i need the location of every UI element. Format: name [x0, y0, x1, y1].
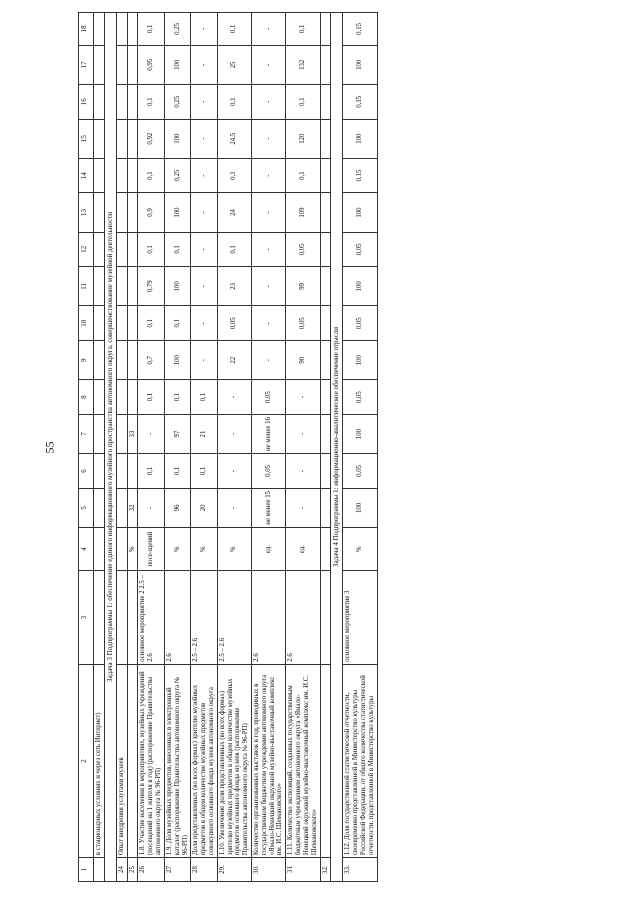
cell-value: 0,7	[138, 341, 164, 380]
header-cell: 13	[79, 193, 94, 232]
table-body-tail	[320, 13, 377, 882]
header-cell: 15	[79, 119, 94, 158]
task3-title: Задача 3 Подпрограммы 1: обеспечение единого информационного музейного пространства автономного округа, совершенствование музейной деятельности	[104, 13, 116, 882]
cell-value: -	[138, 488, 164, 527]
cell-value: 120	[286, 119, 320, 158]
cell-value: 0,1	[217, 13, 251, 46]
cell-value: 100	[164, 267, 190, 306]
cell-value: 21	[191, 414, 217, 453]
table-row	[164, 13, 190, 882]
cell-value: 0,1	[138, 158, 164, 193]
header-cell: 14	[79, 158, 94, 193]
cell-value: 23	[217, 267, 251, 306]
cell-name: 1.10. Увеличение доли представленных (во всех формах) зрителю музейных предметов в общем количестве музейных предметов основного фонда музеев (распоряжение Правительства автономного округа № 96-РП)	[217, 664, 251, 857]
cell-value: 0,1	[164, 306, 190, 341]
cell-indicator: 2.5 – 2.6	[217, 571, 251, 664]
row-32	[320, 13, 331, 882]
table-body	[79, 13, 138, 882]
header-cell: 2	[79, 664, 94, 857]
header-cell: 7	[79, 414, 94, 453]
table-row	[252, 13, 286, 882]
cell-value: 0,1	[138, 13, 164, 46]
cell-value: -	[252, 306, 286, 341]
cell-name: в стационарных условиях и через сеть Интернет)	[94, 664, 105, 857]
cell-num: 30.	[252, 858, 286, 882]
cell-value: 0,1	[217, 84, 251, 119]
cell-value: 100	[164, 119, 190, 158]
header-cell: 1	[79, 858, 94, 882]
cell-num: 28	[191, 858, 217, 882]
cell-name: 1.12. Доля государственной статистической отчетности, своевременно представленной в Министерство культуры Российской Федерации, от общего количества статистической отчетности, представленной в Министерство культуры	[343, 664, 377, 857]
cell-value: 0,79	[138, 267, 164, 306]
cell-value: -	[217, 380, 251, 415]
cell-value: 0,1	[286, 84, 320, 119]
cell-num: 26	[138, 858, 164, 882]
cell-value: 0,05	[343, 454, 377, 489]
cell-name: Опыт внедрения услугами музеев	[116, 664, 127, 857]
cell-value: -	[286, 454, 320, 489]
cell-value: 24	[217, 193, 251, 232]
page-number: 55	[42, 441, 57, 454]
header-cell: 4	[79, 527, 94, 570]
header-cell: 8	[79, 380, 94, 415]
cell-value: 0,05	[217, 306, 251, 341]
cell-value: -	[286, 414, 320, 453]
cell-value: 25	[217, 45, 251, 84]
cell-value: 0,05	[343, 306, 377, 341]
cell-value: 0,25	[164, 13, 190, 46]
cell-value: -	[191, 306, 217, 341]
cell-value: 99	[286, 267, 320, 306]
rotated-table-container	[78, 12, 614, 882]
cell-value: 32	[127, 488, 138, 527]
indicator-table	[78, 12, 378, 882]
task4-title: Задача 4 Подпрограммы 1: информационно-аналитическое обеспечение отрасли	[331, 13, 343, 882]
cell-value: -	[252, 119, 286, 158]
table-row	[286, 13, 320, 882]
cell-name: Доля представленных (во всех формах) зрителю музейных предметов в общем количестве музейных предметов совокупного основного фонда музеев автономного округа	[191, 664, 217, 857]
cell-num: 32.	[320, 858, 331, 882]
cell-value: -	[252, 158, 286, 193]
cell-value: -	[252, 267, 286, 306]
cell-value: -	[217, 488, 251, 527]
cell-unit: %	[127, 527, 138, 570]
cell-value: 100	[343, 45, 377, 84]
cell-value: 100	[343, 193, 377, 232]
cell-value: -	[252, 84, 286, 119]
cell-value: 0,1	[164, 380, 190, 415]
cell-value: 22	[217, 341, 251, 380]
cell-value: -	[252, 45, 286, 84]
cell-unit: ед.	[252, 527, 286, 570]
cell-num: 24	[116, 858, 127, 882]
cell-value: 96	[164, 488, 190, 527]
cell-value: 100	[343, 488, 377, 527]
cell-value: 0,05	[286, 306, 320, 341]
cell-value: 0,25	[164, 158, 190, 193]
cell-indicator: 2.6	[286, 571, 320, 664]
cell-value: 0,1	[191, 454, 217, 489]
cell-value: -	[191, 267, 217, 306]
cell-value: 0,95	[138, 45, 164, 84]
cell-value: 0,05	[343, 380, 377, 415]
cell-value: 90	[286, 341, 320, 380]
cell-unit: ед.	[286, 527, 320, 570]
cell-value: 0,1	[164, 232, 190, 267]
header-cell: 5	[79, 488, 94, 527]
cell-name	[127, 664, 138, 857]
cell-value: 0,9	[138, 193, 164, 232]
header-cell: 3	[79, 571, 94, 664]
cell-value: 33	[127, 414, 138, 453]
task4-title-row	[331, 13, 343, 882]
header-cell: 11	[79, 267, 94, 306]
cell-value: -	[191, 158, 217, 193]
cell-num: 29.	[217, 858, 251, 882]
cell-value: 0,05	[252, 454, 286, 489]
cell-value: 0,1	[217, 158, 251, 193]
cell-value: 0,1	[164, 454, 190, 489]
cell-value: не менее 15	[252, 488, 286, 527]
cell-num: 25	[127, 858, 138, 882]
cell-value: 100	[164, 45, 190, 84]
cell-value: 0,05	[343, 232, 377, 267]
cell-value: 0,1	[286, 158, 320, 193]
cell-value: 100	[343, 267, 377, 306]
cell-value: -	[217, 414, 251, 453]
cell-value: -	[252, 193, 286, 232]
cell-value: -	[217, 454, 251, 489]
cell-value: -	[191, 84, 217, 119]
cell-value: 100	[343, 414, 377, 453]
cell-value	[127, 380, 138, 415]
cell-unit: %	[217, 527, 251, 570]
cell-value: 109	[286, 193, 320, 232]
cell-value: 0,15	[343, 158, 377, 193]
cell-value: 0,1	[191, 380, 217, 415]
cell-value: 100	[164, 193, 190, 232]
cell-value: 0,1	[138, 454, 164, 489]
cell-value: -	[252, 341, 286, 380]
row-24	[116, 13, 127, 882]
cell-value	[127, 454, 138, 489]
cell-value: -	[138, 414, 164, 453]
cell-value: 24,5	[217, 119, 251, 158]
cell-num: 31	[286, 858, 320, 882]
cell-name: Количество организованных выставок в год, проводимых в государственном бюджетном учреждении автономного округа «Ямало-Ненецкий окружной музейно-выставочный комплекс им. И.С. Шемановского»	[252, 664, 286, 857]
cell-value: 0,1	[217, 232, 251, 267]
cell-value: 0,92	[138, 119, 164, 158]
cell-value: 0,1	[138, 380, 164, 415]
cell-value: -	[286, 488, 320, 527]
cell-value: -	[191, 13, 217, 46]
cell-num	[94, 858, 105, 882]
table-row	[217, 13, 251, 882]
cell-value: 0,15	[343, 13, 377, 46]
cell-value: 100	[343, 119, 377, 158]
header-cell: 10	[79, 306, 94, 341]
header-row	[79, 13, 94, 882]
cell-value: 132	[286, 45, 320, 84]
row-25	[127, 13, 138, 882]
cell-value: 0,1	[286, 13, 320, 46]
header-cell: 17	[79, 45, 94, 84]
cell-value: 0,05	[286, 232, 320, 267]
table-body-rows	[138, 13, 320, 882]
cell-value: -	[191, 341, 217, 380]
header-cell: 6	[79, 454, 94, 489]
cell-value: 0,1	[138, 306, 164, 341]
cell-num: 27	[164, 858, 190, 882]
cell-value: не менее 16	[252, 414, 286, 453]
cell-value: 20	[191, 488, 217, 527]
cell-value: -	[191, 193, 217, 232]
cell-indicator: основное мероприятие 2 2.5 – 2.6	[138, 571, 164, 664]
cell-value: 0,1	[138, 232, 164, 267]
cell-unit: %	[164, 527, 190, 570]
header-cell: 9	[79, 341, 94, 380]
cell-value: -	[286, 380, 320, 415]
cell-unit: посе-щений	[138, 527, 164, 570]
cell-value: 0,15	[343, 84, 377, 119]
intro-row	[94, 13, 105, 882]
cell-num: 33.	[343, 858, 377, 882]
header-cell: 18	[79, 13, 94, 46]
cell-unit: %	[191, 527, 217, 570]
cell-name: 1.8. Участие населения в мероприятиях, музейных учреждений (посещений на 1 жителя в год) (распоряжение Правительства автономного округа № 96-РП)	[138, 664, 164, 857]
cell-indicator: 2.5 – 2.6	[191, 571, 217, 664]
cell-value: 0,1	[138, 84, 164, 119]
cell-indicator: основное мероприятие 3	[343, 571, 377, 664]
cell-value: -	[191, 45, 217, 84]
task3-title-row	[104, 13, 116, 882]
header-cell: 16	[79, 84, 94, 119]
cell-indicator: 2.6	[164, 571, 190, 664]
cell-value: -	[191, 119, 217, 158]
cell-value: 100	[164, 341, 190, 380]
table-row	[191, 13, 217, 882]
row-33	[343, 13, 377, 882]
cell-unit: %	[343, 527, 377, 570]
cell-value: -	[191, 232, 217, 267]
cell-value: 100	[343, 341, 377, 380]
header-cell: 12	[79, 232, 94, 267]
cell-value: 0,25	[164, 84, 190, 119]
cell-name: 1.9. Доля музейных предметов, внесенных в электронный каталог (распоряжение Правительства автономного округа № 96-РП)	[164, 664, 190, 857]
cell-value: -	[252, 232, 286, 267]
table-row	[138, 13, 164, 882]
cell-value: -	[252, 13, 286, 46]
cell-name: 1.11. Количество экспозиций, созданных государственным бюджетным учреждением автономного округа «Ямало-Ненецкий окружной музейно-выставочный комплекс им. И.С. Шемановского»	[286, 664, 320, 857]
cell-value: 0,05	[252, 380, 286, 415]
cell-indicator: 2.6	[252, 571, 286, 664]
cell-value: 97	[164, 414, 190, 453]
